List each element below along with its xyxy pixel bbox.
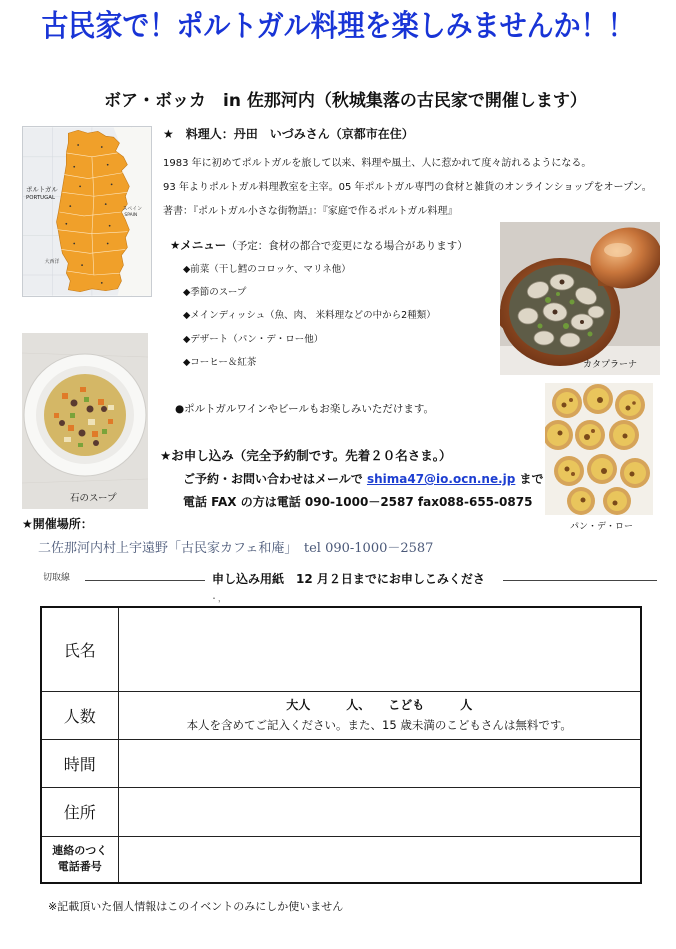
privacy-note: ※記載頂いた個人情報はこのイベントのみにしか使いません xyxy=(48,900,344,913)
menu-heading-title: ★メニュー xyxy=(170,238,227,252)
form-label-phone-line2: 電話番号 xyxy=(57,860,102,874)
cataplana-caption: カタプラーナ xyxy=(583,360,638,370)
map-label-spain-ja: スペイン xyxy=(122,206,143,213)
form-label-phone xyxy=(41,836,118,883)
form-row-name xyxy=(41,607,641,691)
form-label-time: 時間 xyxy=(41,739,118,787)
email-link[interactable]: shima47@io.ocn.ne.jp xyxy=(366,472,516,486)
pao-de-lo-photo xyxy=(545,383,653,533)
map-label-spain-en: SPAIN xyxy=(124,212,138,218)
cut-line-label: 切取線 xyxy=(43,573,71,583)
form-row-address xyxy=(41,787,641,836)
application-form-title: 申し込み用紙 12 月２日までにお申しこみくださ xyxy=(212,572,485,586)
menu-item-soup: ◆季節のスープ xyxy=(183,287,247,298)
cut-line-left xyxy=(85,580,205,581)
form-count-note: 本人を含めてご記入ください。また、15 歳未満のこどもさんは無料です。 xyxy=(186,718,572,732)
venue-heading: ★開催場所： xyxy=(22,517,93,531)
flyer-subtitle: ボア・ボッカ in 佐那河内（秋城集落の古民家で開催します） xyxy=(104,91,587,111)
pao-de-lo-image xyxy=(545,383,653,533)
cataplana-image xyxy=(500,222,660,375)
menu-item-appetizer: ◆前菜（干し鱈のコロッケ、マリネ他） xyxy=(183,264,351,275)
portugal-map xyxy=(22,126,152,297)
venue-address-line xyxy=(38,540,433,558)
stone-soup-photo xyxy=(22,333,148,509)
form-row-count xyxy=(41,691,641,739)
menu-item-drinks: ◆コーヒー＆紅茶 xyxy=(183,357,257,368)
chef-heading: ★ 料理人：丹田 いづみさん（京都市在住） xyxy=(163,127,414,141)
menu-item-dessert: ◆デザート（パン・デ・ロー他） xyxy=(183,334,324,345)
chef-bio-line-1: 1983 年に初めてポルトガルを旅して以来、料理や風土、人に惹かれて度々訪れるようになる。 xyxy=(163,158,592,169)
chef-books: 著書：『ポルトガル小さな街物語』：『家庭で作るポルトガル料理』 xyxy=(163,206,458,217)
email-contact-line xyxy=(183,471,544,487)
email-prefix: ご予約・お問い合わせはメールで xyxy=(183,472,367,486)
flyer-title: 古民家で！ポルトガル料理を楽しみませんか！！ xyxy=(41,9,635,44)
phone-fax-line: 電話 FAX の方は電話 090-1000－2587 fax088-655-0875 xyxy=(183,495,533,509)
stray-marks: ・， xyxy=(210,594,226,603)
pao-de-lo-caption: パン・デ・ロー xyxy=(570,522,634,532)
form-row-time xyxy=(41,739,641,787)
cut-line-right xyxy=(503,580,657,581)
map-label-ocean: 大西洋 xyxy=(44,259,60,266)
form-label-name: 氏名 xyxy=(41,607,118,691)
portugal-map-graphic xyxy=(23,127,151,296)
form-label-address: 住所 xyxy=(41,787,118,836)
venue-address: 二佐那河内村上宇遠野「古民家カフェ和庵」 xyxy=(38,541,291,556)
form-label-phone-line1: 連絡のつく xyxy=(52,844,108,858)
form-field-count xyxy=(118,691,641,739)
map-label-portugal-en: PORTUGAL xyxy=(25,195,56,202)
application-heading: ★お申し込み（完全予約制です。先着２０名さま。） xyxy=(160,448,452,463)
stone-soup-image xyxy=(22,333,148,509)
form-field-phone xyxy=(118,836,641,883)
form-row-phone xyxy=(41,836,641,883)
stone-soup-caption: 石のスープ xyxy=(70,493,117,504)
menu-heading-note: （予定：食材の都合で変更になる場合があります） xyxy=(226,240,468,252)
cataplana-photo xyxy=(500,222,660,375)
venue-tel: tel 090-1000－2587 xyxy=(290,541,434,556)
application-form-table xyxy=(40,606,642,884)
form-field-time xyxy=(118,739,641,787)
map-label-portugal-ja: ポルトガル xyxy=(25,185,58,194)
drinks-note: ●ポルトガルワインやビールもお楽しみいただけます。 xyxy=(175,403,435,415)
form-count-adults-children: 大人 人、 こども 人 xyxy=(286,698,473,712)
form-label-count: 人数 xyxy=(41,691,118,739)
form-field-name xyxy=(118,607,641,691)
email-suffix: まで xyxy=(515,472,544,486)
menu-heading xyxy=(170,238,468,254)
chef-bio-line-2: 93 年よりポルトガル料理教室を主宰。05 年ポルトガル専門の食材と雑貨のオンラインショップをオープン。 xyxy=(163,182,652,193)
form-field-address xyxy=(118,787,641,836)
menu-item-main: ◆メインディッシュ（魚、肉、 米料理などの中から2種類） xyxy=(183,310,436,321)
